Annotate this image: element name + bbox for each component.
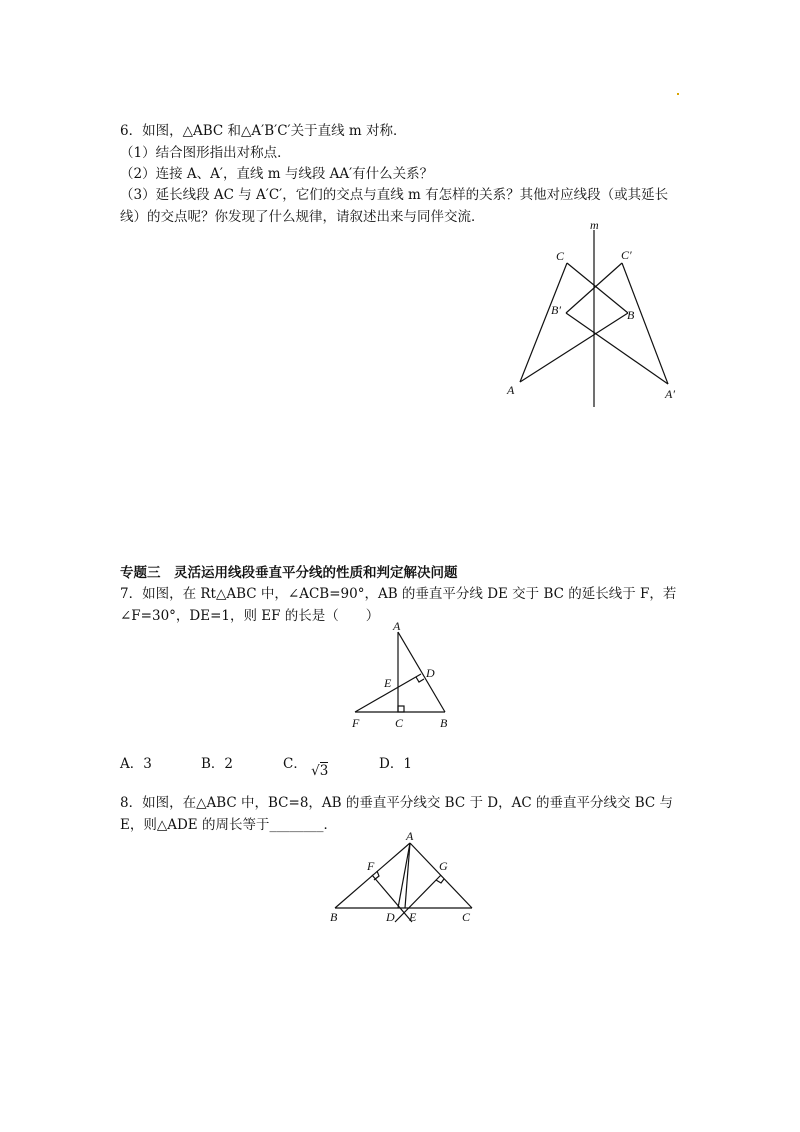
seg-AB (520, 313, 628, 382)
section-heading: 专题三 灵活运用线段垂直平分线的性质和判定解决问题 (120, 565, 458, 581)
q7-option-c (283, 752, 329, 779)
label-F: F (352, 716, 360, 730)
right-angle-D (416, 677, 424, 682)
label-C: C (556, 249, 565, 263)
seg-BC (567, 263, 628, 313)
label-G: G (439, 859, 448, 873)
seg-CpAp (622, 263, 668, 384)
q7-option-a: A．3 (120, 756, 152, 772)
label-C: C (462, 910, 471, 924)
seg-AE (405, 843, 410, 908)
label-E: E (409, 910, 417, 924)
label-A: A (507, 383, 515, 397)
q7-option-b: B．2 (201, 756, 234, 772)
label-D: D (426, 666, 435, 680)
label-m: m (590, 218, 599, 232)
q6-line-5: 线）的交点呢？你发现了什么规律，请叙述出来与同伴交流． (120, 209, 485, 225)
q7-line-1: 7．如图，在 Rt△ABC 中，∠ACB=90°，AB 的垂直平分线 DE 交于 BC 的延长线于 F，若 (120, 586, 677, 602)
q7-line-2: ∠F=30°，DE=1，则 EF 的长是（ ） (120, 608, 380, 624)
label-B: B (627, 308, 635, 322)
q6-line-3: （2）连接 A、A′，直线 m 与线段 AA′有什么关系？ (120, 166, 434, 182)
seg-AB (398, 632, 445, 712)
q7-option-c-sqrt: √ (311, 763, 320, 779)
right-angle-C (398, 706, 404, 712)
q7-figure (345, 610, 465, 735)
q7-option-c-value: 3 (319, 763, 329, 779)
q8-figure (325, 825, 485, 925)
label-E: E (384, 676, 392, 690)
q8-line-1: 8．如图，在△ABC 中，BC=8，AB 的垂直平分线交 BC 于 D，AC 的垂直平分线交 BC 与 (120, 795, 674, 811)
q6-line-1: 6．如图，△ABC 和△A′B′C′关于直线 m 对称． (120, 123, 407, 139)
q7-option-c-prefix: C． (283, 756, 307, 772)
label-A: A (406, 829, 414, 843)
label-Cp: C′ (621, 248, 632, 262)
q6-line-2: （1）结合图形指出对称点． (120, 145, 291, 161)
seg-GE (395, 875, 441, 922)
q7-option-d: D．1 (379, 756, 412, 772)
decorative-dot (677, 93, 679, 95)
seg-ApBp (566, 313, 668, 384)
q6-figure (500, 215, 700, 415)
q8-line-2: E，则△ADE 的周长等于________． (120, 817, 337, 833)
label-A: A (393, 619, 401, 633)
label-Ap: A′ (665, 387, 675, 401)
label-C: C (395, 716, 404, 730)
seg-AD (398, 843, 410, 908)
seg-CA (520, 263, 567, 382)
label-D: D (386, 910, 395, 924)
label-Bp: B′ (551, 303, 561, 317)
label-B: B (330, 910, 338, 924)
label-B: B (440, 716, 448, 730)
label-F: F (367, 859, 375, 873)
q6-line-4: （3）延长线段 AC 与 A′C′，它们的交点与直线 m 有怎样的关系？其他对应线段（或其延长 (120, 187, 669, 203)
